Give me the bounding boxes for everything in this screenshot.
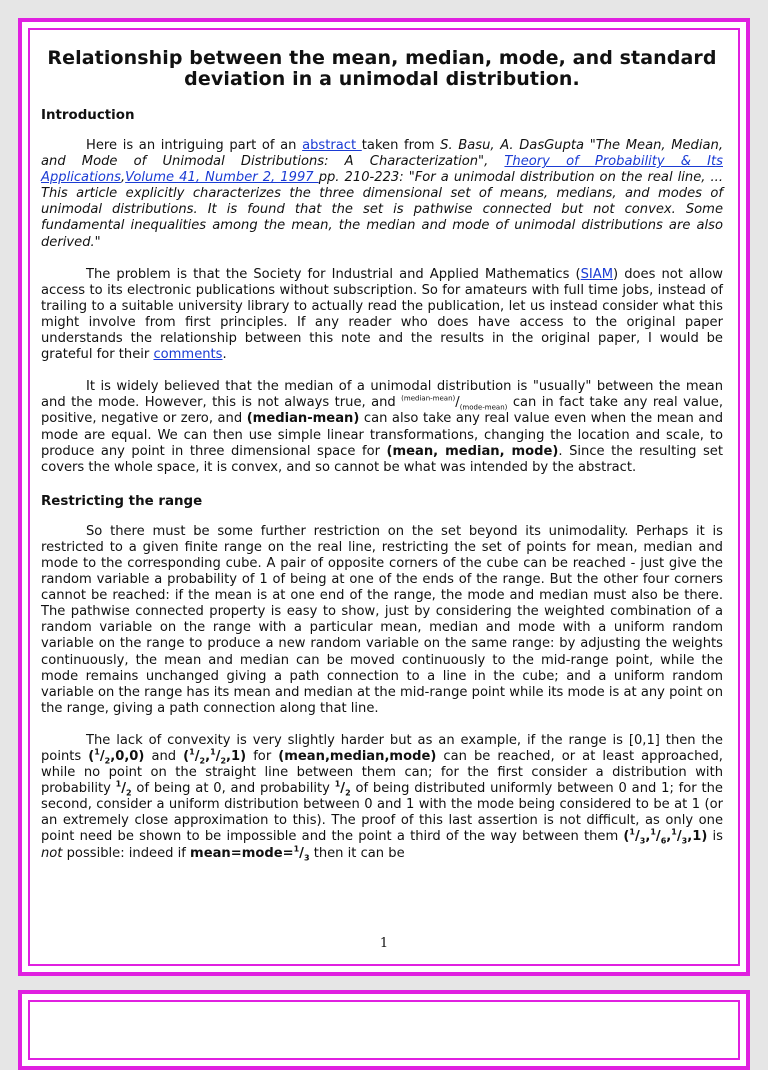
fraction-denominator: (mode-mean) [459,403,508,412]
journal-link[interactable]: Theory of Probability & Its Applications [41,154,723,186]
document-title: Relationship between the mean, median, mode, and standard deviation in a unimodal distribution. [47,47,717,90]
paragraph-restriction: So there must be some further restriction on the set beyond its unimodality. Perhaps it is restricted to a given finite range on the real line, restricting the set of points for mean, median and mode to the corresponding cube. A pair of opposite corners of the cube can be reached - just give the random variable a probability of 1 of being at one of the ends of the range. But the other four corners cannot be reached: if the mean is at one end of the range, the mode and median must also be there. The pathwise connected property is easy to show, just by considering the weighted combination of a random variable on the range with a particular mean, median and mode with a uniform random variable on the range to produce a new random variable on the same range: by adjusting the weights continuously, the mean and median can be moved continuously to the mid-range point, while the mode remains unchanged giving a path connection to a line in the cube; and a uniform random variable on the range has its mean and median at the mid-range point while its mode is at any point on the range, giving a path connection along that line. [41,523,723,716]
section-heading-introduction: Introduction [41,108,135,123]
document-page [18,18,750,976]
next-page-top [18,990,750,1070]
comments-link[interactable]: comments [153,347,223,363]
paragraph-abstract-quote: Here is an intriguing part of an abstract taken from S. Basu, A. DasGupta "The Mean, Median, and Mode of Unimodal Distributions: A Characterization", Theory of Probability & Its Applications,Volume 41, Number 2, 1997 pp. 210-223: "For a unimodal distribution on the real line, ... This article explicitly characterizes the three dimensional set of means, medians, and modes of unimodal distributions. It is found that the set is pathwise connected but not convex. Some fundamental inequalities among the mean, the median and mode of unimodal distributions are also derived." [41,138,723,250]
abstract-link[interactable]: abstract [302,138,362,153]
next-page-inner-border [28,1000,740,1060]
paragraph-siam-access: The problem is that the Society for Industrial and Applied Mathematics (SIAM) does not allow access to its electronic publications without subscription. So for amateurs with full time jobs, instead of trailing to a suitable university library to actually read the publication, let us instead consider what this might involve from first principles. If any reader who does have access to the original paper understands the relationship between this note and the results in the original paper, I would be grateful for their comments. [41,266,723,363]
siam-link[interactable]: SIAM [580,266,614,282]
page-content [41,40,723,878]
fraction-numerator: (median-mean) [401,394,456,403]
section-heading-restricting-range: Restricting the range [41,493,203,509]
paragraph-median-belief: It is widely believed that the median of a unimodal distribution is "usually" between the mean and the mode. However, this is not always true, and $^{(median-mean)}/_{(mode-mean)}$ can in fact take any real value, positive, negative or zero, and (median-mean) can also take any real value even when the mean and mode are equal. We can then use simple linear transformations, changing the location and scale, to produce any point in three dimensional space for (mean, median, mode). Since the resulting set covers the whole space, it is convex, and so cannot be what was intended by the abstract. [41,379,724,475]
volume-link[interactable]: Volume 41, Number 2, 1997 [125,170,319,186]
page-number: 1 [379,936,389,951]
paragraph-convexity: The lack of convexity is very slightly harder but as an example, if the range is [0,1] then the points $(^1/_2,0,0)$ and $(^1/_2,^1/_2,1)$ for (mean,median,mode) can be reached, or at least approached, while no point on the straight line between them can; for the first consider a distribution with probability $^1/_2$ of being at 0, and probability $^1/_2$ of being distributed uniformly between 0 and 1; for the second, consider a uniform distribution between 0 and 1 with the mode being considered to be at 1 (or an extremely close approximation to this). The proof of this last assertion is not difficult, as only one point need be shown to be impossible and the point a third of the way between them $(^1/_3,^1/_6,^1/_3,1)$ is not possible: indeed if $mean=mode=^1/_3$ then it can be [41,732,723,863]
